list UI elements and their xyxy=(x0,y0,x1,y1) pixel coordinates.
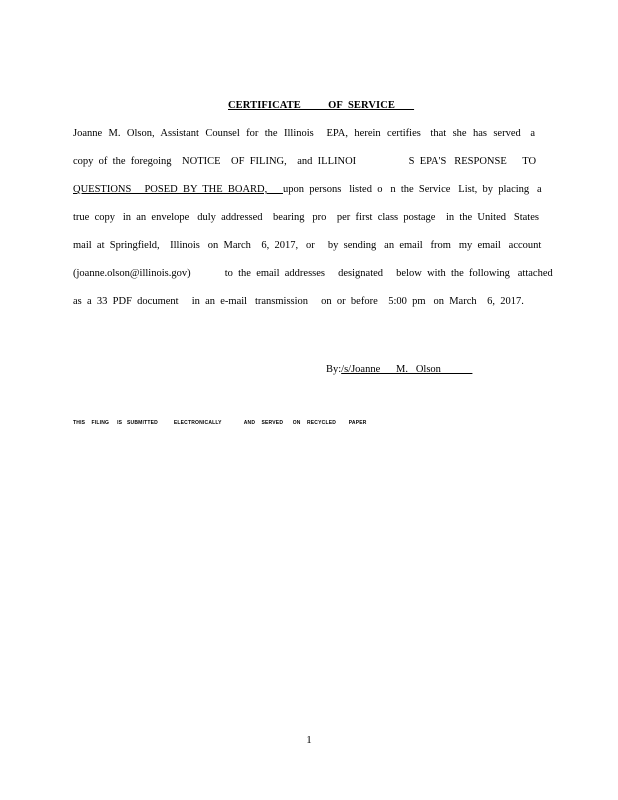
underlined-question-title: QUESTIONS POSED BY THE BOARD, xyxy=(73,184,284,195)
body-line-2: copy of the foregoing NOTICE OF FILING, and ILLINOI S EPA'S RESPONSE TO xyxy=(73,156,537,167)
body-line-6: (joanne.olson@illinois.gov) to the email addresses designated below with the following attached xyxy=(73,268,553,279)
signature-prefix: By: xyxy=(326,364,342,375)
page-title: CERTIFICATE OF SERVICE xyxy=(228,100,415,111)
body-line-3 xyxy=(73,184,542,195)
recycled-paper-note: THIS FILING IS SUBMITTED ELECTRONICALLY AND SERVED ON RECYCLED PAPER xyxy=(73,420,367,426)
body-line-3-rest: upon persons listed o n the Service List, by placing a xyxy=(283,184,542,195)
body-line-4: true copy in an envelope duly addressed bearing pro per first class postage in the United States xyxy=(73,212,539,223)
body-line-7: as a 33 PDF document in an e-mail transmission on or before 5:00 pm on March 6, 2017. xyxy=(73,296,524,307)
body-line-5: mail at Springfield, Illinois on March 6, 2017, or by sending an email from my email account xyxy=(73,240,542,251)
body-line-1: Joanne M. Olson, Assistant Counsel for the Illinois EPA, herein certifies that she has served a xyxy=(73,128,535,139)
page-number: 1 xyxy=(306,734,312,746)
signature-block xyxy=(326,364,472,375)
signature-name: /s/Joanne M. Olson xyxy=(341,364,473,375)
